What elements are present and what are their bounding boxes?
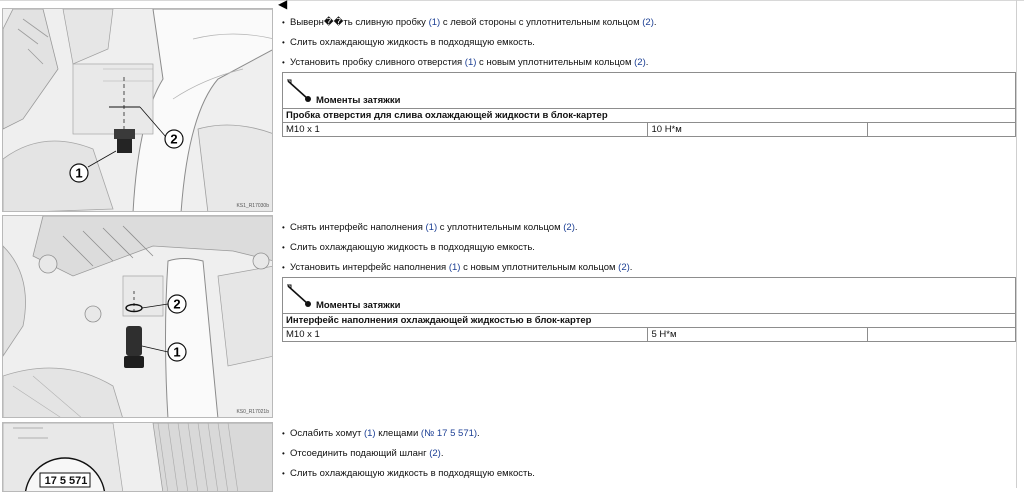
drain-plug-illustration: [3, 9, 273, 212]
back-arrow-icon[interactable]: ◀: [278, 0, 288, 11]
step-1: • Ослабить хомут (1) клещами (№ 17 5 571).: [282, 428, 480, 439]
step-3: • Слить охлаждающую жидкость в подходящую емкость.: [282, 468, 535, 479]
bullet-icon: •: [282, 38, 285, 47]
fill-interface-illustration: [3, 216, 273, 418]
ref-link[interactable]: (1): [464, 57, 477, 68]
torque-empty-cell: [868, 328, 1016, 342]
step-1: • Снять интерфейс наполнения (1) с уплотнительным кольцом (2).: [282, 222, 578, 233]
bullet-icon: •: [282, 18, 285, 27]
ref-link[interactable]: (2): [634, 57, 646, 68]
bullet-icon: •: [282, 58, 285, 67]
step-2: • Слить охлаждающую жидкость в подходящую емкость.: [282, 242, 535, 253]
torque-value: 5 Н*м: [648, 328, 868, 342]
torque-header: Моменты затяжки: [283, 73, 1016, 109]
ref-link[interactable]: (2): [618, 262, 630, 273]
callout-1-label: 1: [173, 344, 181, 360]
torque-empty-cell: [868, 123, 1016, 137]
ref-link[interactable]: (1): [448, 262, 461, 273]
step-3: • Установить пробку сливного отверстия (1) с новым уплотнительным кольцом (2).: [282, 57, 649, 68]
ref-link[interactable]: (2): [642, 17, 654, 28]
figure-id: KS1_R17030b: [236, 203, 269, 209]
callout-1-label: 1: [75, 165, 83, 181]
bullet-icon: •: [282, 263, 285, 272]
callout-2-label: 2: [173, 296, 181, 312]
torque-part: Пробка отверстия для слива охлаждающей жидкости в блок-картер: [283, 109, 1016, 123]
ref-link[interactable]: (1): [363, 428, 376, 439]
bullet-icon: •: [282, 429, 285, 438]
bullet-icon: •: [282, 469, 285, 478]
torque-table: [282, 277, 1016, 342]
figure-id: KS0_R17021b: [236, 409, 269, 415]
step-2: • Отсоединить подающий шланг (2).: [282, 448, 444, 459]
torque-part: Интерфейс наполнения охлаждающей жидкостью в блок-картер: [283, 314, 1016, 328]
torque-size: M10 x 1: [283, 123, 648, 137]
torque-value: 10 Н*м: [648, 123, 868, 137]
step-1: • Выверн��ть сливную пробку (1) с левой стороны с уплотнительным кольцом (2).: [282, 17, 657, 28]
top-divider: [0, 0, 1024, 1]
torque-header: Моменты затяжки: [283, 278, 1016, 314]
torque-wrench-icon: [286, 284, 312, 308]
torque-size: M10 x 1: [283, 328, 648, 342]
figure-drain-plug: [2, 8, 273, 212]
torque-table: [282, 72, 1016, 137]
bullet-icon: •: [282, 449, 285, 458]
step-2: • Слить охлаждающую жидкость в подходящую емкость.: [282, 37, 535, 48]
figure-hose-clamp: [2, 422, 273, 492]
torque-wrench-icon: [286, 79, 312, 103]
ref-link[interactable]: (2): [563, 222, 575, 233]
callout-2-label: 2: [170, 131, 178, 147]
ref-link[interactable]: (2): [429, 448, 441, 459]
step-3: • Установить интерфейс наполнения (1) с новым уплотнительным кольцом (2).: [282, 262, 633, 273]
figure-fill-interface: [2, 215, 273, 418]
tool-number-label: 17 5 571: [44, 475, 88, 487]
bullet-icon: •: [282, 243, 285, 252]
ref-link[interactable]: (1): [425, 222, 438, 233]
ref-link[interactable]: (1): [428, 17, 441, 28]
bullet-icon: •: [282, 223, 285, 232]
tool-ref-link[interactable]: (№ 17 5 571): [420, 428, 478, 439]
scrollbar-track: [1016, 0, 1017, 488]
